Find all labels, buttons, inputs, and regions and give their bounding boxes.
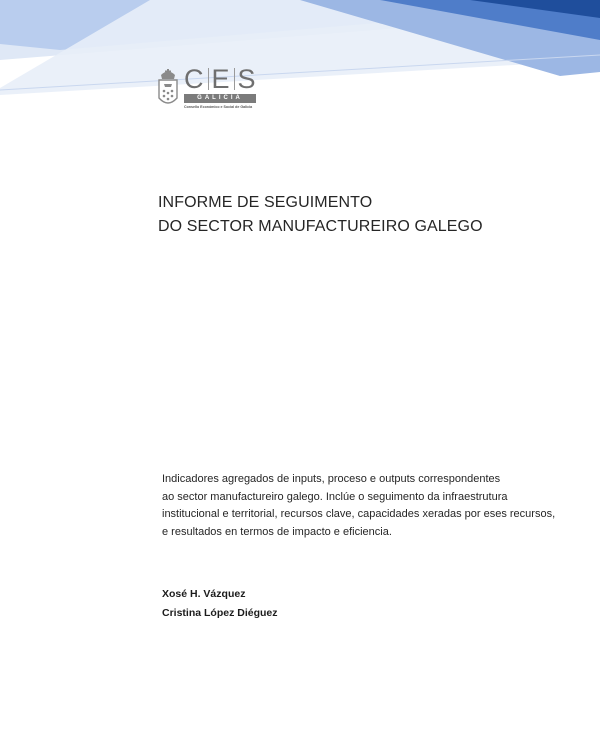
galicia-crest-icon	[156, 68, 180, 110]
abstract-line: ao sector manufactureiro galego. Inclúe o seguimento da infraestrutura	[162, 490, 508, 503]
logo-caption: Consello Económico e Social de Galicia	[184, 105, 253, 109]
author-name: Cristina López Diéguez	[162, 607, 278, 619]
document-title	[158, 191, 483, 239]
logo-letter-e: E	[211, 64, 231, 94]
logo-separator	[208, 68, 209, 90]
logo-letters	[184, 64, 257, 94]
logo-letter-c: C	[184, 64, 205, 94]
header-band-decoration	[0, 0, 600, 100]
title-line-1: INFORME DE SEGUIMENTO	[158, 194, 373, 211]
document-abstract	[162, 471, 562, 541]
abstract-line: institucional e territorial, recursos clave, capacidades xeradas por eses recursos,	[162, 508, 556, 520]
authors-list	[162, 585, 278, 623]
logo-letter-s: S	[237, 64, 257, 94]
abstract-line: e resultados en termos de impacto e eficiencia.	[162, 525, 392, 538]
abstract-line: Indicadores agregados de inputs, proceso e outputs correspondentes	[162, 473, 501, 485]
author-name: Xosé H. Vázquez	[162, 588, 246, 600]
logo-subtitle: GALICIA	[184, 94, 256, 103]
logo-separator	[234, 68, 235, 90]
ces-logo	[156, 64, 266, 114]
title-line-2: DO SECTOR MANUFACTUREIRO GALEGO	[158, 218, 483, 235]
